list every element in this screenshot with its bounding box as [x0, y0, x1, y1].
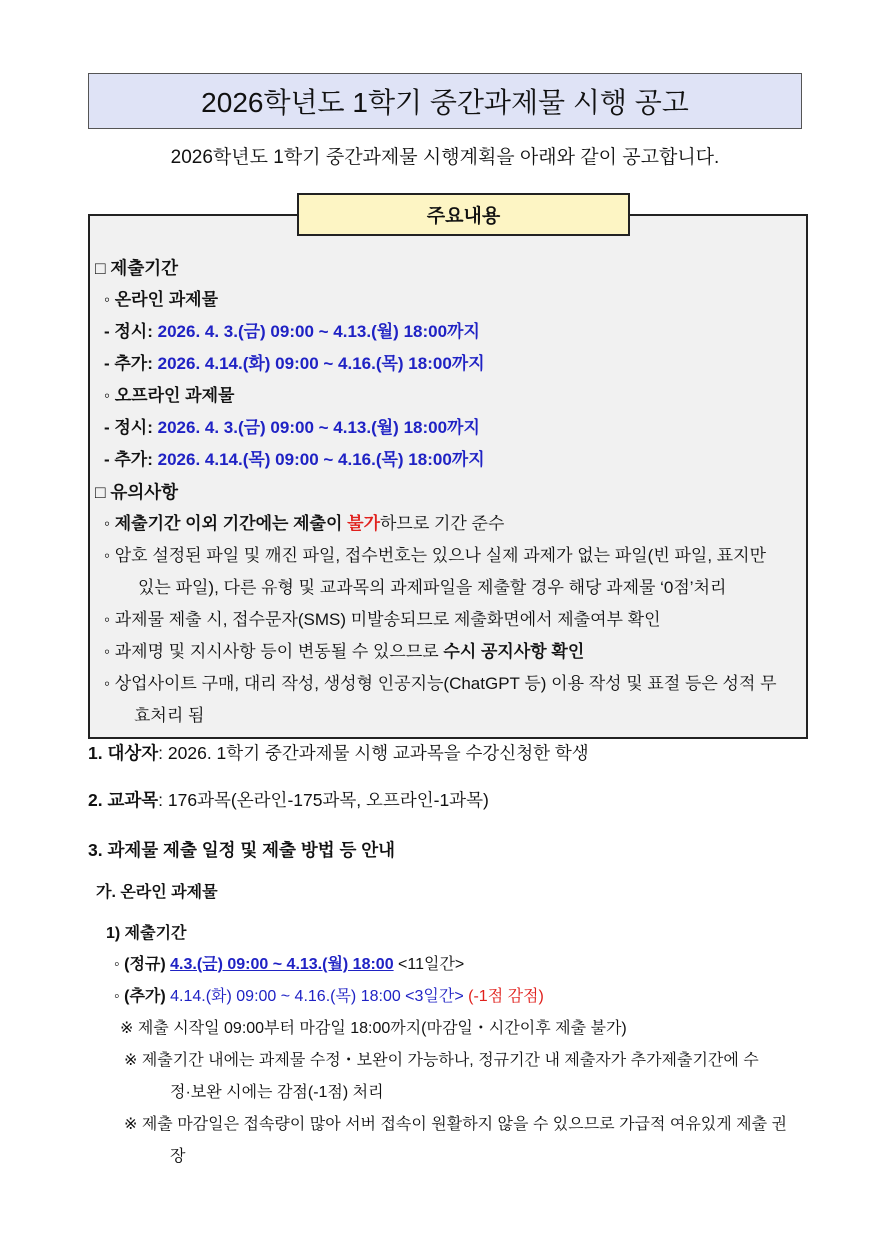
- text: ◦ 제출기간 이외 기간에는 제출이: [104, 514, 348, 533]
- online-extra: [104, 352, 485, 376]
- note-1: [104, 512, 504, 536]
- date-range: 2026. 4. 3.(금) 09:00 ~ 4.13.(월) 18:00까지: [157, 418, 480, 437]
- offline-regular: [104, 416, 480, 440]
- section-3-heading: 3. 과제물 제출 일정 및 제출 방법 등 안내: [88, 840, 396, 860]
- remark-2: ※ 제출기간 내에는 과제물 수정・보완이 가능하나, 정규기간 내 제출자가 추가제출기간에 수: [124, 1052, 759, 1069]
- period-heading: □ 제출기간: [95, 258, 179, 278]
- note-2-cont: 있는 파일), 다른 유형 및 교과목의 과제파일을 제출할 경우 해당 과제물 ‘0점’처리: [138, 578, 727, 597]
- bullet: ◦: [114, 988, 125, 1005]
- summary-tab-label: 주요내용: [297, 193, 630, 236]
- remark-1: ※ 제출 시작일 09:00부터 마감일 18:00까지(마감일・시간이후 제출 불가): [120, 1020, 627, 1037]
- remark-3: ※ 제출 마감일은 접속량이 많아 서버 접속이 원활하지 않을 수 있으므로 가급적 여유있게 제출 권: [124, 1116, 787, 1133]
- value: : 176과목(온라인-175과목, 오프라인-1과목): [158, 790, 489, 810]
- note-5: ◦ 상업사이트 구매, 대리 작성, 생성형 인공지능(ChatGPT 등) 이용 작성 및 표절 등은 성적 무: [104, 674, 777, 693]
- notice-subtitle: 2026학년도 1학기 중간과제물 시행계획을 아래와 같이 공고합니다.: [170, 147, 720, 168]
- date-range: 4.14.(화) 09:00 ~ 4.16.(목) 18:00 <3일간>: [170, 988, 469, 1005]
- offline-heading: ◦ 오프라인 과제물: [104, 386, 235, 405]
- bullet: ◦: [114, 956, 125, 973]
- label: (추가): [124, 988, 171, 1005]
- note-4: [104, 640, 584, 664]
- remark-3-cont: 장: [170, 1148, 186, 1165]
- regular-period: [114, 953, 464, 977]
- extra-period: [114, 985, 544, 1009]
- remark-2-cont: 정·보완 시에는 감점(-1점) 처리: [170, 1084, 384, 1101]
- online-heading: ◦ 온라인 과제물: [104, 290, 219, 309]
- section-1: [88, 741, 589, 765]
- duration: <11일간>: [393, 956, 465, 973]
- note-3: ◦ 과제물 제출 시, 접수문자(SMS) 미발송되므로 제출화면에서 제출여부 확인: [104, 610, 661, 629]
- text: 하므로 기간 준수: [380, 514, 505, 533]
- online-regular: [104, 320, 480, 344]
- label: (정규): [124, 956, 171, 973]
- section-2: [88, 788, 489, 812]
- label: - 정시:: [104, 418, 158, 437]
- section-3a-heading: 가. 온라인 과제물: [96, 884, 218, 901]
- penalty: (-1점 감점): [468, 988, 544, 1005]
- section-3a1-heading: 1) 제출기간: [106, 925, 187, 942]
- notes-heading: □ 유의사항: [95, 482, 179, 502]
- label: - 추가:: [104, 354, 158, 373]
- date-range: 2026. 4. 3.(금) 09:00 ~ 4.13.(월) 18:00까지: [157, 322, 480, 341]
- emphasis: 수시 공지사항 확인: [443, 642, 585, 661]
- label: 1. 대상자: [88, 743, 159, 763]
- date-range: 4.3.(금) 09:00 ~ 4.13.(월) 18:00: [170, 956, 394, 973]
- note-5-cont: 효처리 됨: [134, 706, 205, 725]
- label: - 추가:: [104, 450, 158, 469]
- value: : 2026. 1학기 중간과제물 시행 교과목을 수강신청한 학생: [158, 743, 589, 763]
- emphasis: 불가: [347, 514, 380, 533]
- date-range: 2026. 4.14.(목) 09:00 ~ 4.16.(목) 18:00까지: [157, 450, 485, 469]
- date-range: 2026. 4.14.(화) 09:00 ~ 4.16.(목) 18:00까지: [157, 354, 485, 373]
- text: ◦ 과제명 및 지시사항 등이 변동될 수 있으므로: [104, 642, 444, 661]
- label: - 정시:: [104, 322, 158, 341]
- notice-title: 2026학년도 1학기 중간과제물 시행 공고: [88, 73, 802, 129]
- offline-extra: [104, 448, 485, 472]
- note-2: ◦ 암호 설정된 파일 및 깨진 파일, 접수번호는 있으나 실제 과제가 없는 파일(빈 파일, 표지만: [104, 546, 767, 565]
- label: 2. 교과목: [88, 790, 159, 810]
